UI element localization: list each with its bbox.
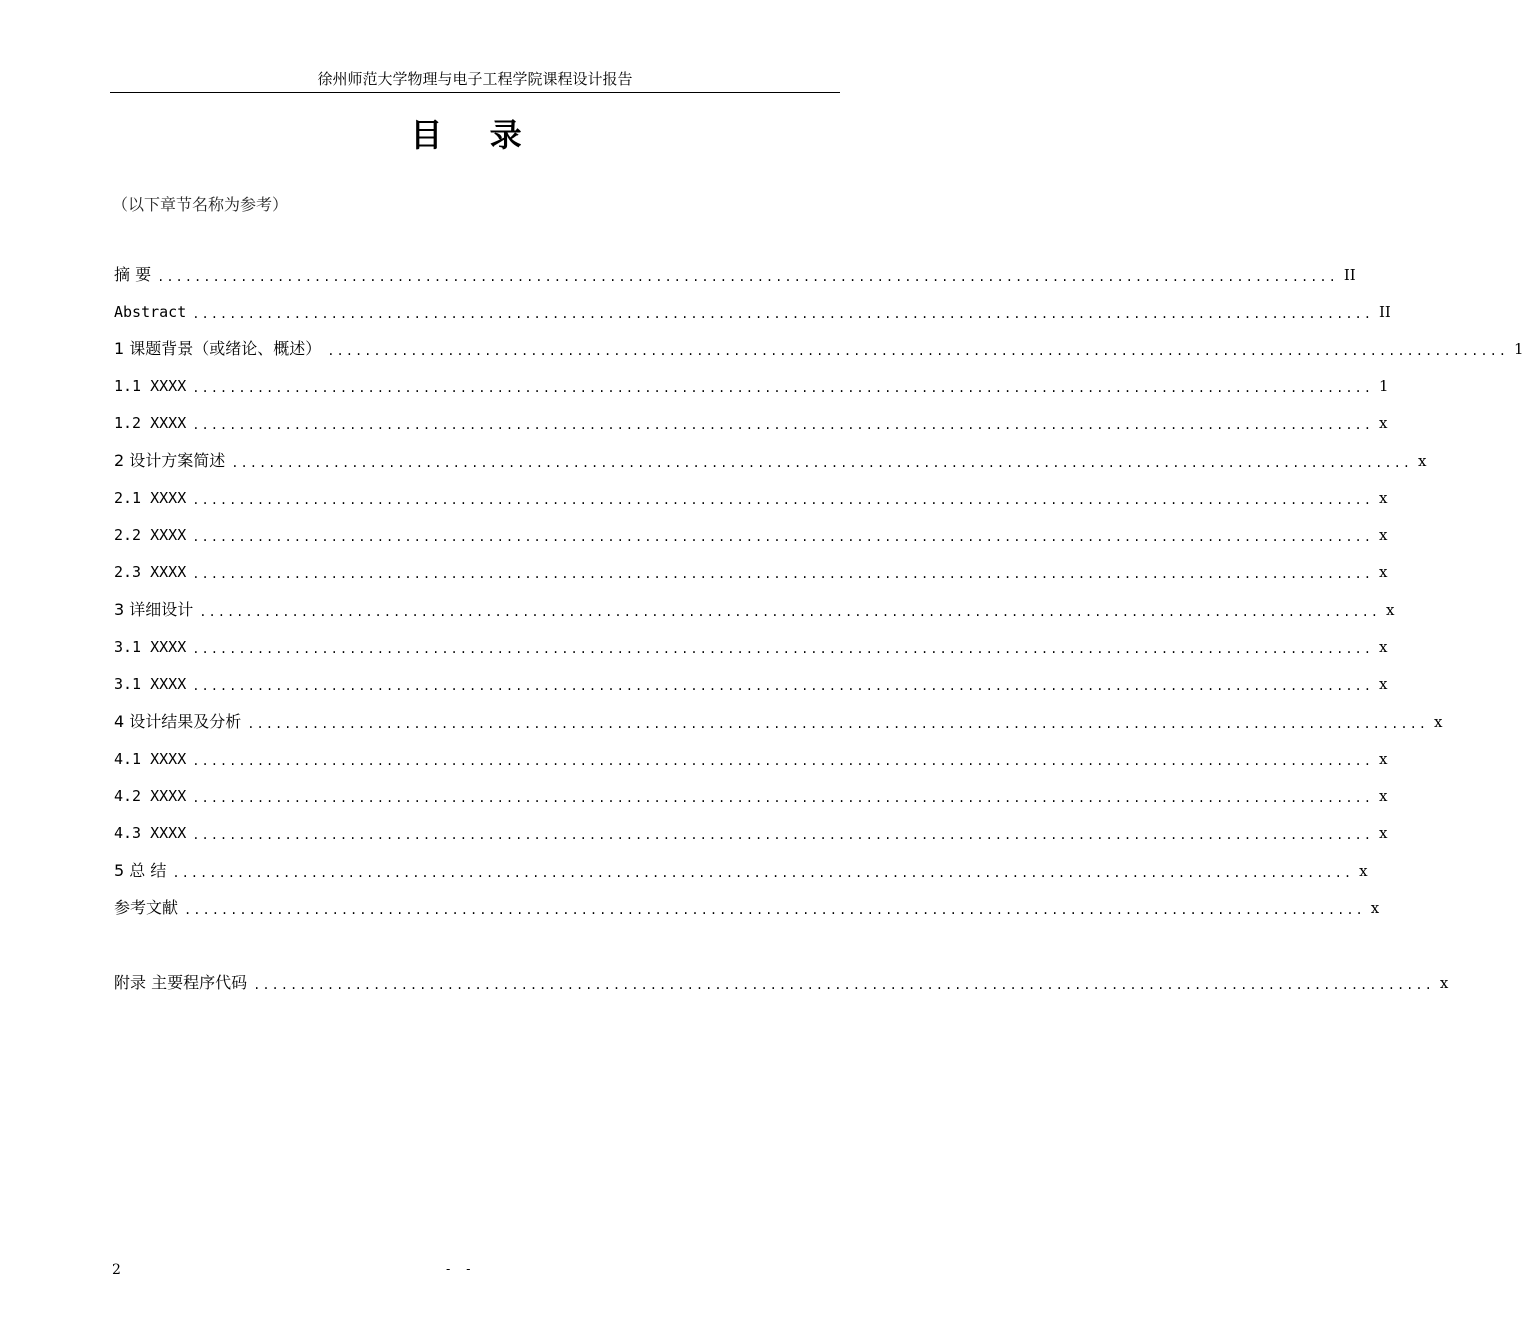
toc-leader-dots: ................................................................................................................................ (192, 530, 1373, 544)
toc-entry-label: 2.3 XXXX (114, 563, 187, 581)
toc-entry-label: 附录 主要程序代码 (114, 973, 248, 992)
toc-entry[interactable] (114, 783, 1388, 809)
toc-entry[interactable] (114, 970, 1449, 996)
reference-note: （以下章节名称为参考） (112, 195, 289, 214)
toc-entry[interactable] (114, 634, 1388, 660)
toc-entry-label: 3 详细设计 (114, 600, 194, 619)
toc-entry-label: 参考文献 (114, 898, 179, 917)
toc-leader-dots: ................................................................................................................................ (192, 307, 1373, 321)
page-header: 徐州师范大学物理与电子工程学院课程设计报告 (110, 66, 840, 93)
toc-entry-page: II (1379, 303, 1391, 321)
toc-entry-label: 4 设计结果及分析 (114, 712, 242, 731)
toc-entry-label: 3.1 XXXX (114, 675, 187, 693)
toc-leader-dots: ................................................................................................................................ (247, 717, 1429, 731)
toc-leader-dots: ................................................................................................................................ (157, 270, 1338, 284)
toc-entry-page: 1 (1514, 340, 1524, 358)
toc-entry-page: x (1386, 601, 1395, 619)
toc-leader-dots: ................................................................................................................................ (192, 754, 1373, 768)
toc-entry[interactable] (114, 262, 1356, 288)
toc-entry[interactable] (114, 336, 1524, 362)
toc-entry[interactable] (114, 671, 1388, 697)
toc-entry[interactable] (114, 709, 1443, 735)
toc-entry-page: x (1434, 713, 1443, 731)
toc-entry-page: x (1379, 824, 1388, 842)
toc-entry[interactable] (114, 410, 1388, 436)
toc-entry[interactable] (114, 373, 1389, 399)
toc-entry[interactable] (114, 858, 1368, 884)
toc-entry-page: x (1379, 526, 1388, 544)
toc-entry-page: x (1418, 452, 1427, 470)
toc-entry-page: x (1379, 489, 1388, 507)
toc-entry-label: 1.2 XXXX (114, 414, 187, 432)
toc-entry-label: 摘 要 (114, 265, 152, 284)
toc-leader-dots: ................................................................................................................................ (199, 605, 1381, 619)
toc-leader-dots: ................................................................................................................................ (192, 493, 1373, 507)
toc-leader-dots: ................................................................................................................................ (192, 828, 1373, 842)
toc-entry-page: x (1370, 899, 1380, 917)
toc-entry[interactable] (114, 746, 1388, 772)
toc-leader-dots: ................................................................................................................................ (192, 679, 1373, 693)
toc-entry-label: 4.1 XXXX (114, 750, 187, 768)
toc-leader-dots: ................................................................................................................................ (327, 344, 1509, 358)
toc-leader-dots: ................................................................................................................................ (231, 456, 1413, 470)
toc-entry[interactable] (114, 485, 1388, 511)
toc-entry[interactable] (114, 522, 1388, 548)
toc-entry[interactable] (114, 559, 1388, 585)
toc-leader-dots: ................................................................................................................................ (192, 418, 1373, 432)
toc-entry[interactable] (114, 448, 1427, 474)
toc-entry-page: x (1379, 787, 1388, 805)
toc-entry-page: 1 (1379, 377, 1389, 395)
toc-entry-page: x (1439, 974, 1449, 992)
page-number: 2 (112, 1262, 121, 1278)
toc-entry-label: 5 总 结 (114, 861, 167, 880)
toc-entry-label: Abstract (114, 303, 187, 321)
toc-entry-label: 2.1 XXXX (114, 489, 187, 507)
toc-leader-dots: ................................................................................................................................ (253, 978, 1434, 992)
toc-entry-page: x (1379, 638, 1388, 656)
toc-leader-dots: ................................................................................................................................ (192, 791, 1373, 805)
toc-entry-label: 3.1 XXXX (114, 638, 187, 656)
toc-entry-page: x (1379, 563, 1388, 581)
toc-entry-page: x (1379, 750, 1388, 768)
toc-entry-label: 4.3 XXXX (114, 824, 187, 842)
toc-leader-dots: ................................................................................................................................ (192, 381, 1373, 395)
toc-leader-dots: ................................................................................................................................ (192, 567, 1373, 581)
toc-entry-page: x (1359, 862, 1368, 880)
toc-entry-label: 4.2 XXXX (114, 787, 187, 805)
toc-leader-dots: ................................................................................................................................ (184, 903, 1365, 917)
toc-entry-label: 1 课题背景（或绪论、概述） (114, 339, 322, 358)
toc-entry-label: 1.1 XXXX (114, 377, 187, 395)
toc-entry[interactable] (114, 895, 1380, 921)
toc-entry-page: x (1379, 675, 1388, 693)
toc-entry-label: 2.2 XXXX (114, 526, 187, 544)
page-title: 目 录 (410, 116, 540, 154)
footer-mark: - - (446, 1262, 477, 1276)
toc-leader-dots: ................................................................................................................................ (192, 642, 1373, 656)
toc-leader-dots: ................................................................................................................................ (172, 866, 1354, 880)
toc-entry-page: II (1343, 266, 1356, 284)
toc-entry[interactable] (114, 820, 1388, 846)
toc-entry-page: x (1379, 414, 1388, 432)
toc-entry-label: 2 设计方案简述 (114, 451, 226, 470)
toc-entry[interactable] (114, 299, 1391, 325)
toc-entry[interactable] (114, 597, 1395, 623)
